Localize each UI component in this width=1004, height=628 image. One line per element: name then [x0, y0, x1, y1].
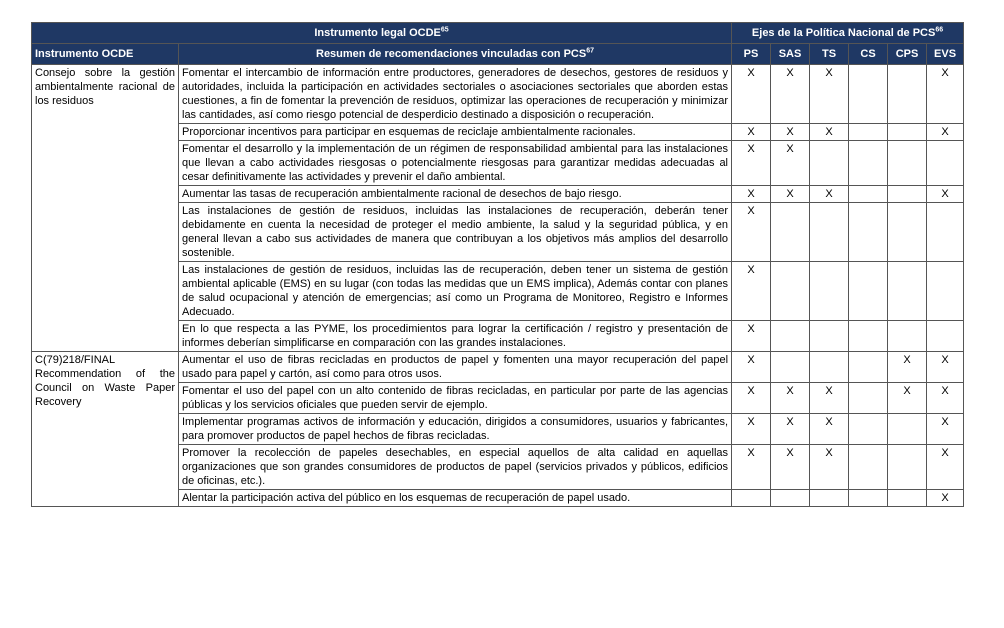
axis-mark-sas — [771, 490, 810, 507]
axis-mark-sas: X — [771, 141, 810, 186]
axis-mark-evs: X — [927, 414, 964, 445]
axis-mark-ps: X — [732, 445, 771, 490]
column-header-ps: PS — [732, 44, 771, 65]
axis-mark-evs — [927, 321, 964, 352]
axis-mark-sas — [771, 352, 810, 383]
axis-mark-cs — [849, 186, 888, 203]
axis-mark-sas: X — [771, 445, 810, 490]
header-row-columns — [32, 44, 964, 65]
axis-mark-ts: X — [810, 445, 849, 490]
axis-mark-evs: X — [927, 490, 964, 507]
footnote-ref-65: 65 — [440, 26, 449, 34]
axis-mark-evs: X — [927, 186, 964, 203]
axis-mark-cs — [849, 203, 888, 262]
axis-mark-cs — [849, 321, 888, 352]
recommendation-summary-cell: Fomentar el intercambio de información entre productores, generadores de desechos, gestores de residuos y autoridades, incluida la participación en actividades sectoriales o asociaciones sectoriales que aborden estas cuestiones, a fin de fomentar la prevención de residuos, optimizar las operaciones de recuperación y minimizar las cantidades, así como riesgo potencial de desperdicio destinado a disposición o recuperación. — [179, 65, 732, 124]
axis-mark-sas — [771, 262, 810, 321]
table-row — [32, 352, 964, 383]
axis-mark-cps — [888, 490, 927, 507]
footnote-ref-66: 66 — [935, 26, 944, 34]
axis-mark-sas: X — [771, 186, 810, 203]
axis-mark-cps: X — [888, 383, 927, 414]
axis-mark-evs: X — [927, 65, 964, 124]
axis-mark-ts: X — [810, 65, 849, 124]
axis-mark-cs — [849, 445, 888, 490]
axis-mark-cps: X — [888, 352, 927, 383]
axis-mark-ts: X — [810, 383, 849, 414]
axis-mark-cps — [888, 414, 927, 445]
axis-mark-ps: X — [732, 65, 771, 124]
axis-mark-ps: X — [732, 262, 771, 321]
axis-mark-cps — [888, 141, 927, 186]
axis-mark-ts — [810, 352, 849, 383]
axis-mark-cs — [849, 490, 888, 507]
axis-mark-ps: X — [732, 352, 771, 383]
axis-mark-sas — [771, 321, 810, 352]
axis-mark-evs: X — [927, 124, 964, 141]
axis-mark-ts — [810, 203, 849, 262]
column-header-summary — [179, 44, 732, 65]
column-header-summary-text: Resumen de recomendaciones vinculadas con PCS — [316, 48, 587, 60]
axis-mark-cps — [888, 321, 927, 352]
instrument-cell: C(79)218/FINAL Recommendation of the Council on Waste Paper Recovery — [32, 352, 179, 507]
recommendation-summary-cell: Aumentar el uso de fibras recicladas en productos de papel y fomenten una mayor recuperación del papel usado para papel y cartón, así como para otros usos. — [179, 352, 732, 383]
axis-mark-evs — [927, 141, 964, 186]
axis-mark-sas: X — [771, 414, 810, 445]
recommendation-summary-cell: Las instalaciones de gestión de residuos, incluidas las de recuperación, deben tener un sistema de gestión ambiental aplicable (EMS) en su lugar (con todas las medidas que un EMS implica), Además contar con planes de salud ocupacional y atención de emergencias; así como un Programa de Monitoreo, Registro e Informes Adecuado. — [179, 262, 732, 321]
column-header-ts: TS — [810, 44, 849, 65]
axis-mark-ps — [732, 490, 771, 507]
oecd-instruments-table — [31, 22, 964, 507]
axis-mark-ts — [810, 141, 849, 186]
axis-mark-cs — [849, 352, 888, 383]
recommendation-summary-cell: Alentar la participación activa del público en los esquemas de recuperación de papel usado. — [179, 490, 732, 507]
column-header-instrument: Instrumento OCDE — [32, 44, 179, 65]
axis-mark-ps: X — [732, 124, 771, 141]
axis-mark-sas — [771, 203, 810, 262]
column-header-cs: CS — [849, 44, 888, 65]
recommendation-summary-cell: Implementar programas activos de información y educación, dirigidos a consumidores, usuarios y fabricantes, para promover productos de papel hechos de fibras recicladas. — [179, 414, 732, 445]
axis-mark-cps — [888, 186, 927, 203]
recommendation-summary-cell: Proporcionar incentivos para participar en esquemas de reciclaje ambientalmente racionales. — [179, 124, 732, 141]
axis-mark-ts: X — [810, 186, 849, 203]
axis-mark-cs — [849, 262, 888, 321]
column-header-evs: EVS — [927, 44, 964, 65]
axis-mark-cps — [888, 124, 927, 141]
axis-mark-cps — [888, 65, 927, 124]
instrument-cell: Consejo sobre la gestión ambientalmente racional de los residuos — [32, 65, 179, 352]
axis-mark-cps — [888, 203, 927, 262]
axis-mark-ps: X — [732, 321, 771, 352]
axis-mark-evs: X — [927, 383, 964, 414]
recommendation-summary-cell: Aumentar las tasas de recuperación ambientalmente racional de desechos de bajo riesgo. — [179, 186, 732, 203]
axis-mark-evs: X — [927, 445, 964, 490]
axis-mark-cs — [849, 65, 888, 124]
header-legal-instrument-text: Instrumento legal OCDE — [314, 27, 441, 39]
axis-mark-cps — [888, 445, 927, 490]
axis-mark-evs — [927, 203, 964, 262]
axis-mark-ts — [810, 490, 849, 507]
axis-mark-ps: X — [732, 203, 771, 262]
axis-mark-ps: X — [732, 141, 771, 186]
axis-mark-sas: X — [771, 65, 810, 124]
recommendation-summary-cell: Fomentar el uso del papel con un alto contenido de fibras recicladas, en particular por parte de las agencias públicas y los servicios oficiales que pueden servir de ejemplo. — [179, 383, 732, 414]
axis-mark-sas: X — [771, 383, 810, 414]
axis-mark-ts: X — [810, 124, 849, 141]
axis-mark-ts — [810, 321, 849, 352]
axis-mark-ts: X — [810, 414, 849, 445]
recommendation-summary-cell: Promover la recolección de papeles desechables, en especial aquellos de alta calidad en aquellas organizaciones que son grandes consumidores de productos de papel (servicios privados y públicos, edificios de oficinas, etc.). — [179, 445, 732, 490]
footnote-ref-67: 67 — [586, 47, 595, 55]
axis-mark-cs — [849, 141, 888, 186]
column-header-cps: CPS — [888, 44, 927, 65]
header-policy-axes — [732, 23, 964, 44]
axis-mark-evs: X — [927, 352, 964, 383]
table-row — [32, 65, 964, 124]
axis-mark-ps: X — [732, 383, 771, 414]
axis-mark-cs — [849, 383, 888, 414]
recommendation-summary-cell: Fomentar el desarrollo y la implementación de un régimen de responsabilidad ambiental para las instalaciones que llevan a cabo actividades riesgosas o potencialmente riesgosas para garantizar medidas adecuadas al cesar definitivamente las actividades y prevenir el daño ambiental. — [179, 141, 732, 186]
axis-mark-cps — [888, 262, 927, 321]
recommendation-summary-cell: Las instalaciones de gestión de residuos, incluidas las instalaciones de recuperación, deberán tener debidamente en cuenta la necesidad de proteger el medio ambiente, la salud y la seguridad pública, y en general llevan a cabo sus actividades de manera que contribuyan a los objetivos más amplios del desarrollo sostenible. — [179, 203, 732, 262]
axis-mark-sas: X — [771, 124, 810, 141]
axis-mark-cs — [849, 124, 888, 141]
axis-mark-ps: X — [732, 186, 771, 203]
axis-mark-evs — [927, 262, 964, 321]
axis-mark-cs — [849, 414, 888, 445]
recommendation-summary-cell: En lo que respecta a las PYME, los procedimientos para lograr la certificación / registro y presentación de informes deberían simplificarse en comparación con las grandes instalaciones. — [179, 321, 732, 352]
header-legal-instrument — [32, 23, 732, 44]
axis-mark-ts — [810, 262, 849, 321]
column-header-sas: SAS — [771, 44, 810, 65]
axis-mark-ps: X — [732, 414, 771, 445]
table-body — [32, 65, 964, 507]
header-policy-axes-text: Ejes de la Política Nacional de PCS — [751, 27, 936, 39]
header-row-top — [32, 23, 964, 44]
